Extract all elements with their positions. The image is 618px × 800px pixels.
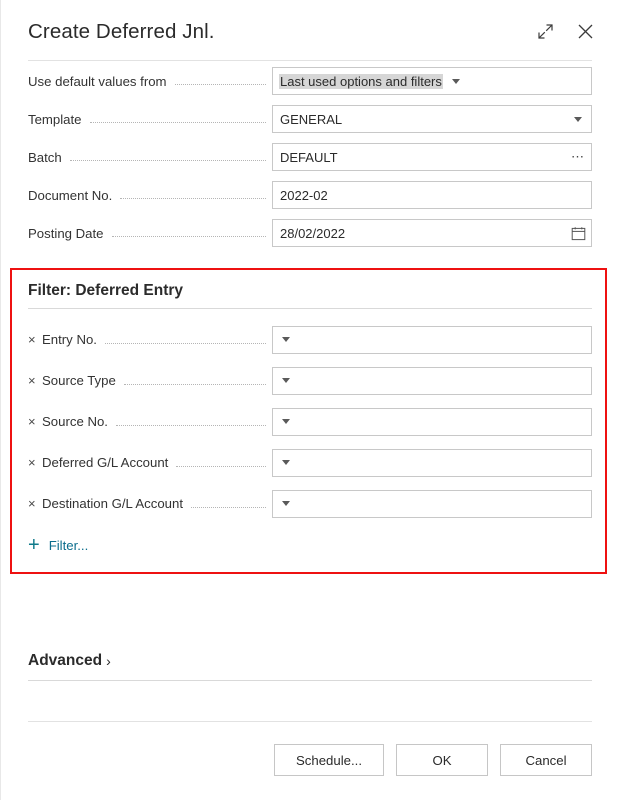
field-row-template: [28, 100, 592, 138]
posting-date-input[interactable]: [272, 219, 592, 247]
ok-button[interactable]: OK: [396, 744, 488, 776]
destination-gl-account-filter-input[interactable]: [272, 490, 592, 518]
field-row-document-no: [28, 176, 592, 214]
page-title: Create Deferred Jnl.: [28, 20, 215, 43]
field-label: Document No.: [28, 187, 113, 203]
options-section: [0, 62, 618, 252]
label-leader-dots: [120, 188, 266, 202]
field-value: DEFAULT: [280, 149, 338, 165]
dialog-footer: [274, 744, 592, 776]
label-leader-dots: [112, 226, 266, 240]
schedule-button[interactable]: Schedule...: [274, 744, 384, 776]
field-label: Template: [28, 111, 82, 127]
chevron-right-icon: ›: [106, 653, 111, 669]
remove-filter-icon[interactable]: ×: [28, 414, 36, 429]
filter-block: [0, 268, 618, 574]
filter-label: Destination G/L Account: [42, 496, 183, 511]
filter-row-source-type: [28, 360, 592, 401]
filter-row-destination-gl-account: [28, 483, 592, 524]
chevron-down-icon[interactable]: [565, 106, 591, 132]
header-actions: [532, 18, 598, 44]
advanced-section: [0, 652, 618, 681]
source-type-filter-input[interactable]: [272, 367, 592, 395]
label-leader-dots: [105, 333, 266, 347]
label-leader-dots: [70, 150, 266, 164]
header-divider: [28, 60, 592, 61]
chevron-down-icon[interactable]: [273, 450, 299, 476]
filter-row-entry-no: [28, 319, 592, 360]
deferred-gl-account-filter-input[interactable]: [272, 449, 592, 477]
chevron-down-icon[interactable]: [443, 68, 469, 94]
lookup-ellipsis-icon[interactable]: ⋯: [571, 149, 585, 164]
template-dropdown[interactable]: [272, 105, 592, 133]
expand-icon[interactable]: [532, 18, 558, 44]
entry-no-filter-input[interactable]: [272, 326, 592, 354]
field-value: GENERAL: [280, 111, 343, 127]
label-leader-dots: [191, 497, 266, 511]
field-value: 28/02/2022: [280, 225, 346, 241]
label-leader-dots: [116, 415, 266, 429]
calendar-icon[interactable]: [565, 220, 591, 246]
footer-divider: [28, 721, 592, 722]
field-label: Use default values from: [28, 73, 167, 89]
use-default-values-from-dropdown[interactable]: [272, 67, 592, 95]
remove-filter-icon[interactable]: ×: [28, 332, 36, 347]
filter-row-source-no: [28, 401, 592, 442]
dialog-header: [0, 0, 618, 62]
batch-lookup-field[interactable]: [272, 143, 592, 171]
remove-filter-icon[interactable]: ×: [28, 373, 36, 388]
add-filter-button[interactable]: [28, 532, 592, 558]
filter-label: Deferred G/L Account: [42, 455, 169, 470]
label-leader-dots: [124, 374, 266, 388]
label-leader-dots: [176, 456, 266, 470]
advanced-toggle[interactable]: [28, 652, 592, 670]
cancel-button[interactable]: Cancel: [500, 744, 592, 776]
field-label: Posting Date: [28, 225, 104, 241]
chevron-down-icon[interactable]: [273, 491, 299, 517]
filter-label: Source No.: [42, 414, 108, 429]
chevron-down-icon[interactable]: [273, 327, 299, 353]
filter-label: Source Type: [42, 373, 116, 388]
filter-label: Entry No.: [42, 332, 97, 347]
field-value: 2022-02: [280, 187, 328, 203]
advanced-label: Advanced: [28, 652, 103, 669]
field-label: Batch: [28, 149, 62, 165]
add-filter-label: Filter...: [48, 537, 89, 553]
close-icon[interactable]: [572, 18, 598, 44]
remove-filter-icon[interactable]: ×: [28, 455, 36, 470]
source-no-filter-input[interactable]: [272, 408, 592, 436]
field-value: Last used options and filters: [280, 73, 442, 89]
filter-row-deferred-gl-account: [28, 442, 592, 483]
document-no-input[interactable]: [272, 181, 592, 209]
chevron-down-icon[interactable]: [273, 409, 299, 435]
chevron-down-icon[interactable]: [273, 368, 299, 394]
label-leader-dots: [90, 112, 266, 126]
filter-divider: [28, 308, 592, 309]
field-row-batch: [28, 138, 592, 176]
plus-icon: +: [28, 534, 40, 556]
label-leader-dots: [175, 74, 266, 88]
filter-section-title: Filter: Deferred Entry: [28, 282, 184, 299]
field-row-use-default-values-from: [28, 62, 592, 100]
field-row-posting-date: [28, 214, 592, 252]
advanced-divider: [28, 680, 592, 681]
remove-filter-icon[interactable]: ×: [28, 496, 36, 511]
